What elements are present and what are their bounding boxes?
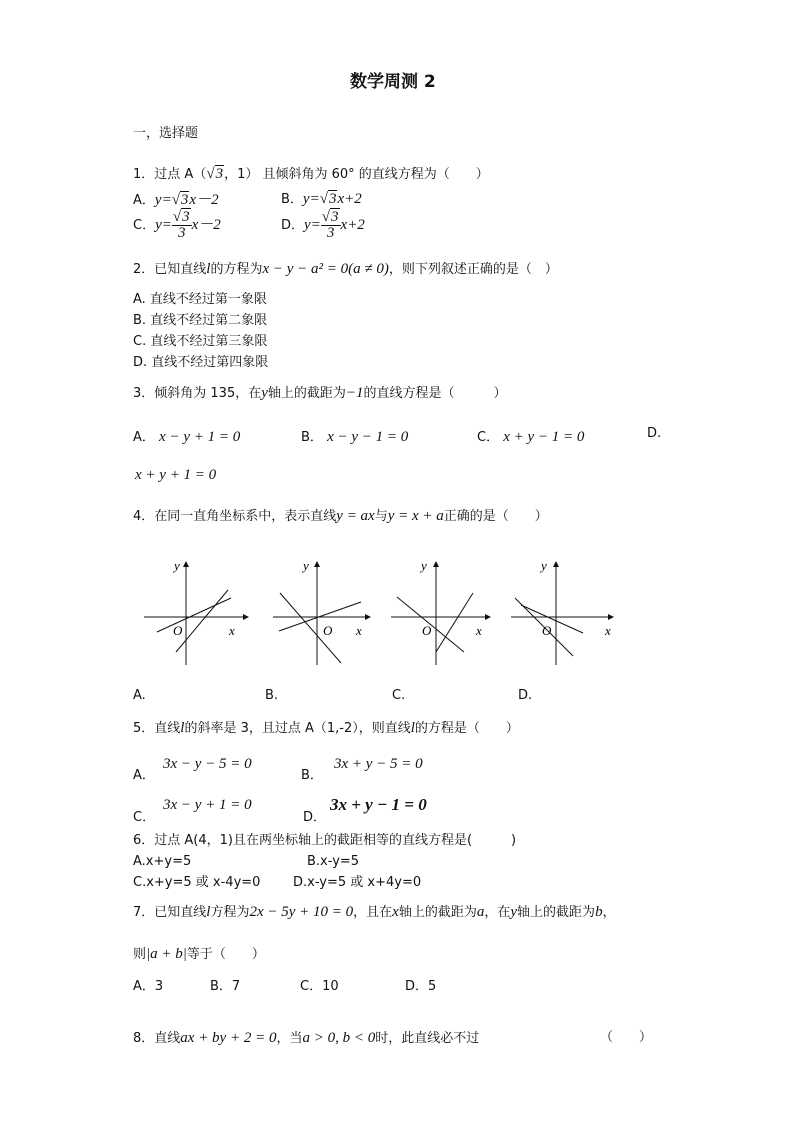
q6-option-a[interactable]: A.x+y=5	[133, 854, 192, 869]
question-7-stem-line2: 则|a + b|等于（ ）	[133, 946, 265, 962]
q5-option-b-eq: 3x + y − 5 = 0	[334, 756, 423, 772]
q4-a-y-label: y	[174, 558, 180, 573]
q5-option-b-label[interactable]: B．	[301, 768, 323, 783]
q4-graph-b[interactable]	[273, 558, 370, 665]
q2-option-a[interactable]: A. 直线不经过第一象限	[133, 292, 267, 307]
q3-option-a[interactable]: A． x − y + 1 = 0	[133, 429, 241, 445]
q4-d-y-label: y	[541, 558, 547, 573]
q7-option-c[interactable]: C．10	[300, 979, 339, 994]
q4-a-origin: O	[173, 623, 183, 638]
q4-graph-d[interactable]	[511, 558, 613, 665]
q2-option-c[interactable]: C. 直线不经过第三象限	[133, 334, 268, 349]
section-heading: 一，选择题	[133, 126, 199, 141]
q1-rest: 且倾斜角为 60° 的直线方程为（ ）	[262, 167, 489, 182]
q4-graph-c[interactable]	[391, 558, 490, 665]
q1-point-end: ，1）	[224, 167, 259, 182]
question-8-stem: 8．直线ax + by + 2 = 0，当a > 0, b < 0时，此直线必不过	[133, 1030, 480, 1046]
q5-option-a-label[interactable]: A．	[133, 768, 155, 783]
page-title: 数学周测 2	[350, 72, 436, 92]
question-4-stem: 4．在同一直角坐标系中，表示直线y = ax与y = x + a正确的是（ ）	[133, 508, 548, 524]
q3-option-b[interactable]: B． x − y − 1 = 0	[301, 429, 409, 445]
question-3-stem: 3．倾斜角为 135，在y轴上的截距为−1的直线方程是（ ）	[133, 385, 507, 401]
question-6-stem: 6．过点 A(4，1)且在两坐标轴上的截距相等的直线方程是( )	[133, 833, 517, 848]
q4-option-d[interactable]: D.	[518, 688, 533, 703]
q3-option-d-label[interactable]: D.	[647, 426, 662, 441]
q4-c-origin: O	[422, 623, 432, 638]
q7-option-a[interactable]: A．3	[133, 979, 164, 994]
q4-option-c[interactable]: C.	[392, 688, 406, 703]
q4-option-b[interactable]: B.	[265, 688, 279, 703]
q4-c-x-label: x	[476, 623, 482, 638]
q7-option-b[interactable]: B．7	[210, 979, 241, 994]
q1-radical: √3	[206, 166, 224, 182]
q4-d-origin: O	[542, 623, 552, 638]
q1-option-a[interactable]: A．y=√3x－2	[133, 192, 219, 208]
q5-option-c-eq: 3x − y + 1 = 0	[163, 797, 252, 813]
q6-option-d[interactable]: D.x-y=5 或 x+4y=0	[293, 875, 422, 890]
q5-option-c-label[interactable]: C．	[133, 810, 156, 825]
question-5-stem: 5．直线l的斜率是 3，且过点 A（1,-2），则直线l的方程是（ ）	[133, 720, 519, 736]
q2-option-b[interactable]: B. 直线不经过第二象限	[133, 313, 268, 328]
q4-a-x-label: x	[229, 623, 235, 638]
q8-answer-paren: （ ）	[600, 1030, 653, 1045]
q7-option-d[interactable]: D．5	[405, 979, 437, 994]
q4-graph-a[interactable]	[144, 558, 248, 665]
q4-b-x-label: x	[356, 623, 362, 638]
q1-prefix: 1．过点	[133, 167, 181, 182]
q6-option-c[interactable]: C.x+y=5 或 x-4y=0	[133, 875, 261, 890]
q4-b-origin: O	[323, 623, 333, 638]
q3-option-d-eq: x + y + 1 = 0	[135, 467, 217, 483]
q3-option-c[interactable]: C． x + y − 1 = 0	[477, 429, 585, 445]
q4-c-y-label: y	[421, 558, 427, 573]
q1-option-d[interactable]: D．y= $\frac{√3}{3}$ x+2	[281, 209, 365, 241]
question-2-stem: 2．已知直线l的方程为x − y − a² = 0(a ≠ 0)，则下列叙述正确的是（ ）	[133, 261, 558, 277]
q4-b-y-label: y	[303, 558, 309, 573]
q1-option-b[interactable]: B．y=√3x+2	[281, 191, 362, 207]
question-7-stem: 7．已知直线l方程为2x − 5y + 10 = 0，且在x轴上的截距为a，在y轴上的截距为b，	[133, 904, 616, 920]
q4-d-x-label: x	[605, 623, 611, 638]
q5-option-d-eq: 3x + y − 1 = 0	[330, 795, 427, 814]
q5-option-a-eq: 3x − y − 5 = 0	[163, 756, 252, 772]
q1-option-c[interactable]: C．y= $\frac{√3}{3}$ x－2	[133, 209, 221, 241]
q2-option-d[interactable]: D. 直线不经过第四象限	[133, 355, 269, 370]
q5-option-d-label[interactable]: D．	[303, 810, 327, 825]
q1-point: A（	[184, 167, 207, 182]
q4-option-a[interactable]: A.	[133, 688, 146, 703]
q6-option-b[interactable]: B.x-y=5	[307, 854, 360, 869]
